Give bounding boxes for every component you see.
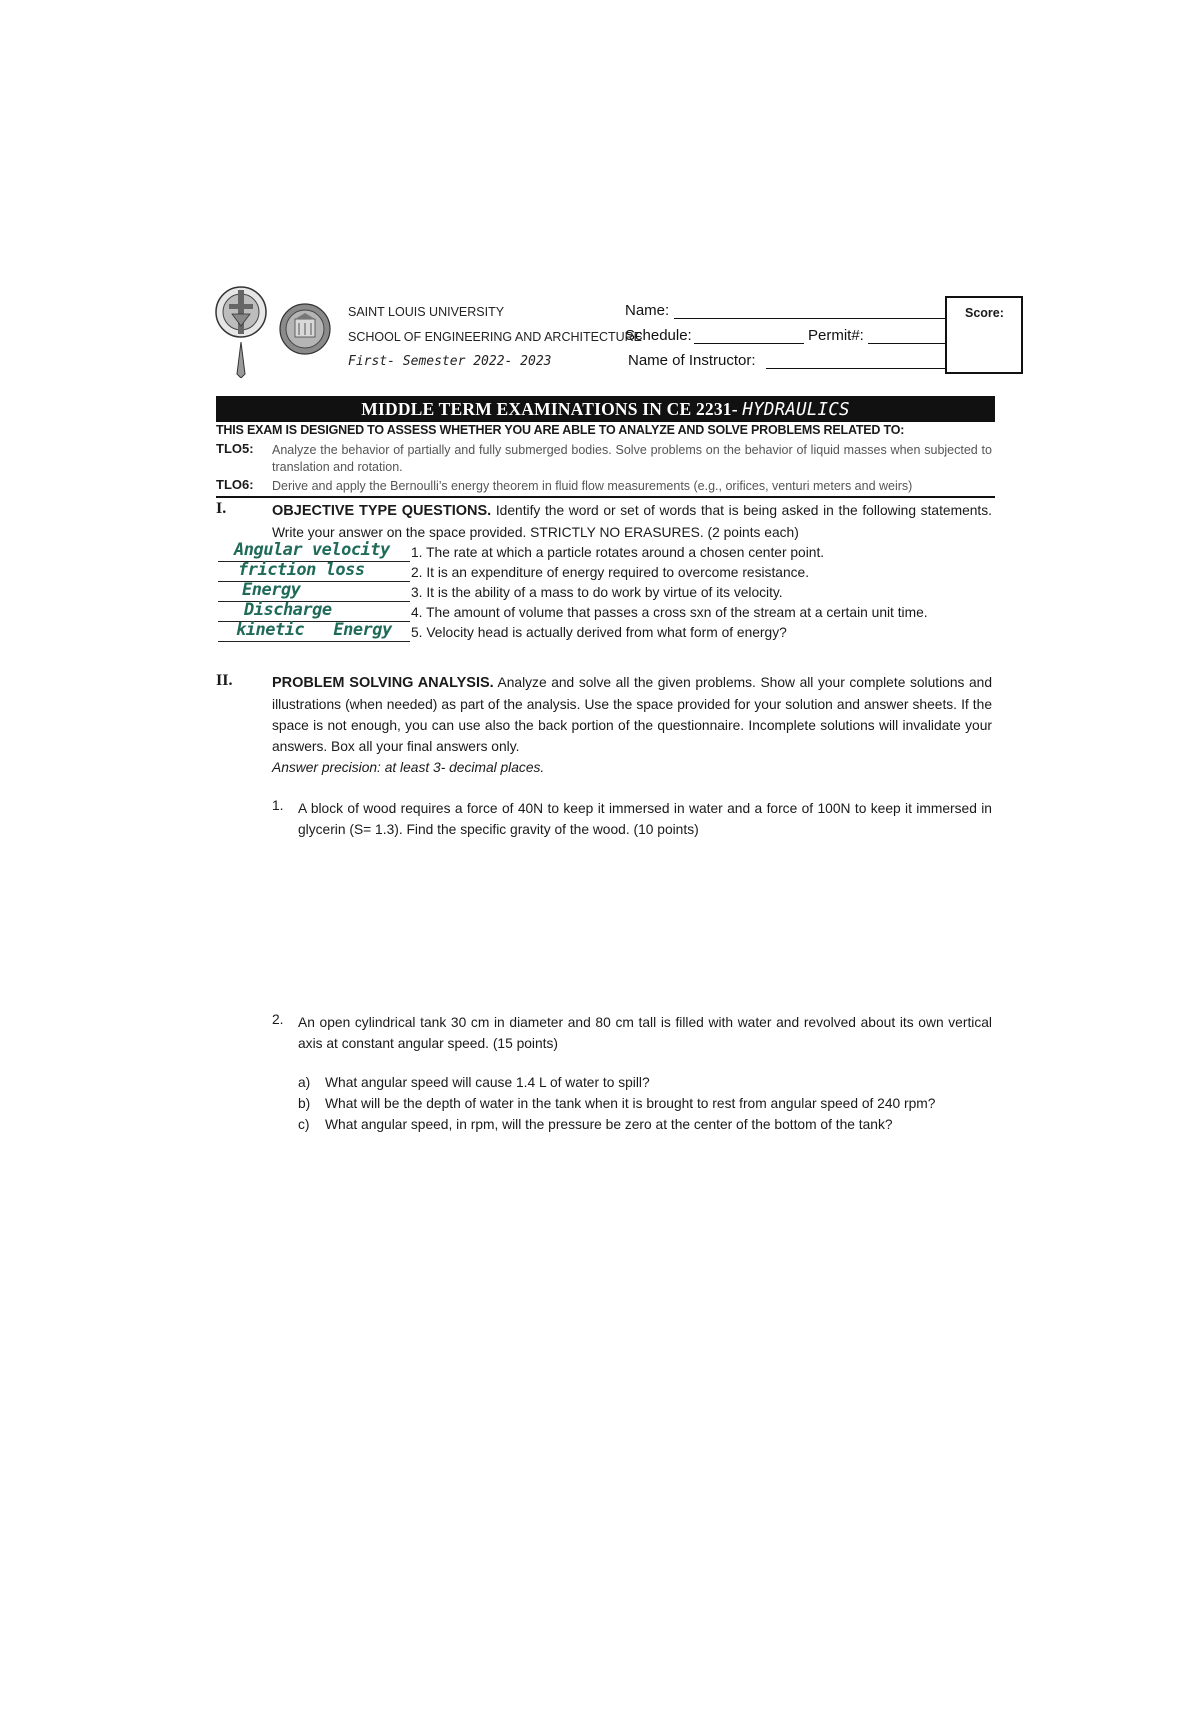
problem-2c-text: What angular speed, in rpm, will the pressure be zero at the center of the bottom of the tank? (325, 1117, 893, 1132)
section2-number: II. (216, 672, 233, 689)
exam-title: MIDDLE TERM EXAMINATIONS IN CE 2231- (361, 399, 738, 419)
instructor-label: Name of Instructor: (628, 352, 756, 369)
university-name: SAINT LOUIS UNIVERSITY (348, 305, 505, 319)
question-5: 5. Velocity head is actually derived from what form of energy? (411, 625, 787, 640)
name-label: Name: (625, 302, 670, 319)
section1-instructions (272, 500, 992, 543)
name-field[interactable] (674, 318, 946, 319)
problem-2-number: 2. (272, 1012, 284, 1027)
problem-1-number: 1. (272, 798, 284, 813)
problem-2a-text: What angular speed will cause 1.4 L of water to spill? (325, 1075, 650, 1090)
problem-2b-text: What will be the depth of water in the tank when it is brought to rest from angular speed of 240 rpm? (325, 1096, 936, 1111)
score-label: Score: (965, 306, 1004, 320)
section1-instructions-text: Identify the word or set of words that is being asked in the following statements. Write your answer on the space provided. STRICTLY NO ERASURES. (2 points each) (272, 503, 992, 540)
tlo6-text: Derive and apply the Bernoulli’s energy theorem in fluid flow measurements (e.g., orifices, venturi meters and weirs) (272, 479, 913, 493)
question-2: 2. It is an expenditure of energy required to overcome resistance. (411, 565, 810, 580)
school-name: SCHOOL OF ENGINEERING AND ARCHITECTURE (348, 330, 643, 344)
problem-2-text: An open cylindrical tank 30 cm in diameter and 80 cm tall is filled with water and revolved about its own vertical axis at constant angular speed. (15 points) (298, 1015, 992, 1051)
schedule-field[interactable] (694, 343, 804, 344)
tlo5-text: Analyze the behavior of partially and fully submerged bodies. Solve problems on the behavior of liquid masses when subjected to translation and rotation. (272, 443, 992, 474)
section2-instructions-text: Analyze and solve all the given problems. Show all your complete solutions and illustrations (when needed) as part of the analysis. Use the space provided for your solution and answer sheets. If the space is not enough, you can use also the back portion of the questionnaire. Incomplete solutions will invalidate your answers. Box all your final answers only. (272, 675, 992, 754)
university-seal-logo (215, 282, 267, 378)
permit-field[interactable] (868, 343, 946, 344)
permit-label: Permit#: (808, 327, 864, 344)
instructor-field[interactable] (766, 368, 946, 369)
tlo5-label: TLO5: (216, 441, 254, 456)
section1-number: I. (216, 500, 227, 517)
answer-5: kinetic Energy (236, 620, 392, 640)
schedule-label: Schedule: (625, 327, 692, 344)
problem-2a-label: a) (298, 1075, 311, 1090)
semester-label: First- Semester 2022- 2023 (348, 354, 552, 369)
answer-1: Angular velocity (234, 540, 390, 560)
question-4: 4. The amount of volume that passes a cross sxn of the stream at a certain unit time. (411, 605, 928, 620)
section-divider (216, 496, 995, 498)
answer-3: Energy (242, 580, 301, 600)
question-3: 3. It is the ability of a mass to do work by virtue of its velocity. (411, 585, 783, 600)
question-1: 1. The rate at which a particle rotates around a chosen center point. (411, 545, 825, 560)
answer-2: friction loss (238, 560, 365, 580)
tlo6-label: TLO6: (216, 477, 254, 492)
section2-heading: PROBLEM SOLVING ANALYSIS. (272, 675, 494, 691)
answer-line-5[interactable] (218, 641, 410, 642)
section1-heading: OBJECTIVE TYPE QUESTIONS. (272, 503, 492, 519)
answer-4: Discharge (244, 600, 332, 620)
answer-precision-note: Answer precision: at least 3- decimal places. (272, 760, 545, 775)
problem-1-text: A block of wood requires a force of 40N to keep it immersed in water and a force of 100N to keep it immersed in glycerin (S= 1.3). Find the specific gravity of the wood. (10 points) (298, 801, 992, 837)
problem-2c-label: c) (298, 1117, 310, 1132)
exam-title-handwritten: HYDRAULICS (742, 400, 850, 420)
score-box[interactable] (945, 296, 1023, 374)
exam-intro: THIS EXAM IS DESIGNED TO ASSESS WHETHER YOU ARE ABLE TO ANALYZE AND SOLVE PROBLEMS RELATED TO: (216, 423, 905, 437)
problem-2b-label: b) (298, 1096, 311, 1111)
section2-instructions (272, 672, 992, 778)
exam-title-bar (216, 396, 995, 422)
school-seal-logo (279, 303, 331, 355)
